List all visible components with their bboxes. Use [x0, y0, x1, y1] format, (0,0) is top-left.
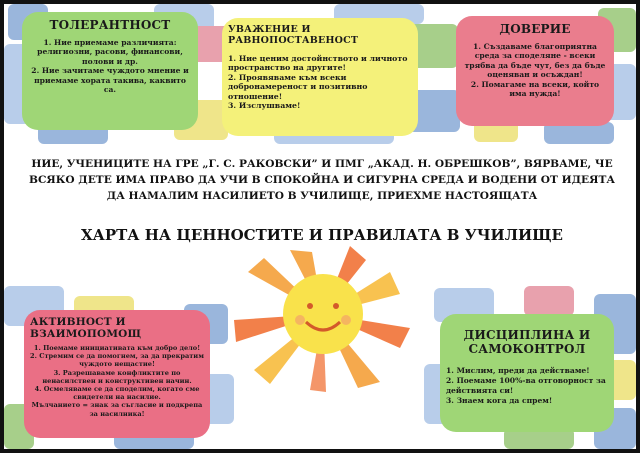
respect-item: 1. Ние ценим достойнството и личното пространство на другите! — [228, 54, 408, 73]
trust-item: 1. Създаваме благоприятна среда за споделяне - всеки трябва да бъде чут, без да бъде оценяван и осъждан! — [464, 42, 606, 80]
activity-item: 2. Стремим се да помогнем, за да прекратим чуждото нещастие! — [30, 352, 204, 369]
trust-item: 2. Помагаме на всеки, който има нужда! — [470, 79, 600, 99]
discipline-title: ДИСЦИПЛИНА И САМОКОНТРОЛ — [463, 328, 591, 356]
activity-item: 4. Осмеляваме се да споделим, когато сме свидетели на насилие. — [34, 385, 200, 402]
activity-item: 3. Разрешаваме конфликтите по ненасилствен и конструктивен начин. — [42, 368, 192, 385]
discipline-item: 2. Поемаме 100%-ва отговорност за действията си! — [446, 376, 606, 395]
activity-item: 1. Поемаме инициативата към добро дело! — [33, 344, 201, 352]
respect-card — [222, 18, 418, 136]
activity-item: Мълчанието = знак за съгласие и подкрепа за насилника! — [31, 401, 203, 418]
charter-poster — [4, 4, 636, 449]
sun-handprints-illustration — [230, 242, 416, 392]
tolerance-item: 2. Ние зачитаме чуждото мнение и приемаме хората такива, каквито са. — [31, 66, 189, 95]
activity-card — [24, 310, 210, 438]
tolerance-title: ТОЛЕРАНТНОСТ — [49, 18, 171, 32]
activity-title: АКТИВНОСТ И ВЗАИМОПОМОЩ — [30, 316, 142, 340]
respect-item: 2. Проявяваме към всеки добронамереност и позитивно отношение! — [228, 72, 368, 101]
main-title: ХАРТА НА ЦЕННОСТИТЕ И ПРАВИЛАТА В УЧИЛИЩЕ — [81, 226, 563, 244]
discipline-card — [440, 314, 614, 432]
puzzle-piece — [524, 286, 574, 316]
discipline-item: 3. Знаем кога да спрем! — [446, 396, 553, 405]
discipline-item: 1. Мислим, преди да действаме! — [446, 366, 590, 375]
intro-text: НИЕ, УЧЕНИЦИТЕ НА ГРЕ „Г. С. РАКОВСКИ” И ПМГ „АКАД. Н. ОБРЕШКОВ”, ВЯРВАМЕ, ЧЕ ВСЯКО ДЕТЕ ИМА ПРАВО ДА УЧИ В СПОКОЙНА И СИГУРНА СРЕДА И ВОДЕНИ ОТ ИДЕЯТА ДА НАМАЛИМ НАСИЛИЕТО В УЧИЛИЩЕ, ПРИЕХМЕ НАСТОЯЩАТА — [29, 158, 615, 202]
respect-item: 3. Изслушваме! — [228, 101, 301, 111]
respect-title: УВАЖЕНИЕ И РАВНОПОСТАВЕНОСТ — [228, 24, 359, 46]
tolerance-item: 1. Ние приемаме различията: религиозни, расови, финансови, полови и др. — [37, 38, 183, 66]
sun-face — [283, 274, 363, 354]
tolerance-card — [22, 12, 198, 130]
trust-card — [456, 16, 614, 126]
trust-title: ДОВЕРИЕ — [499, 22, 571, 36]
